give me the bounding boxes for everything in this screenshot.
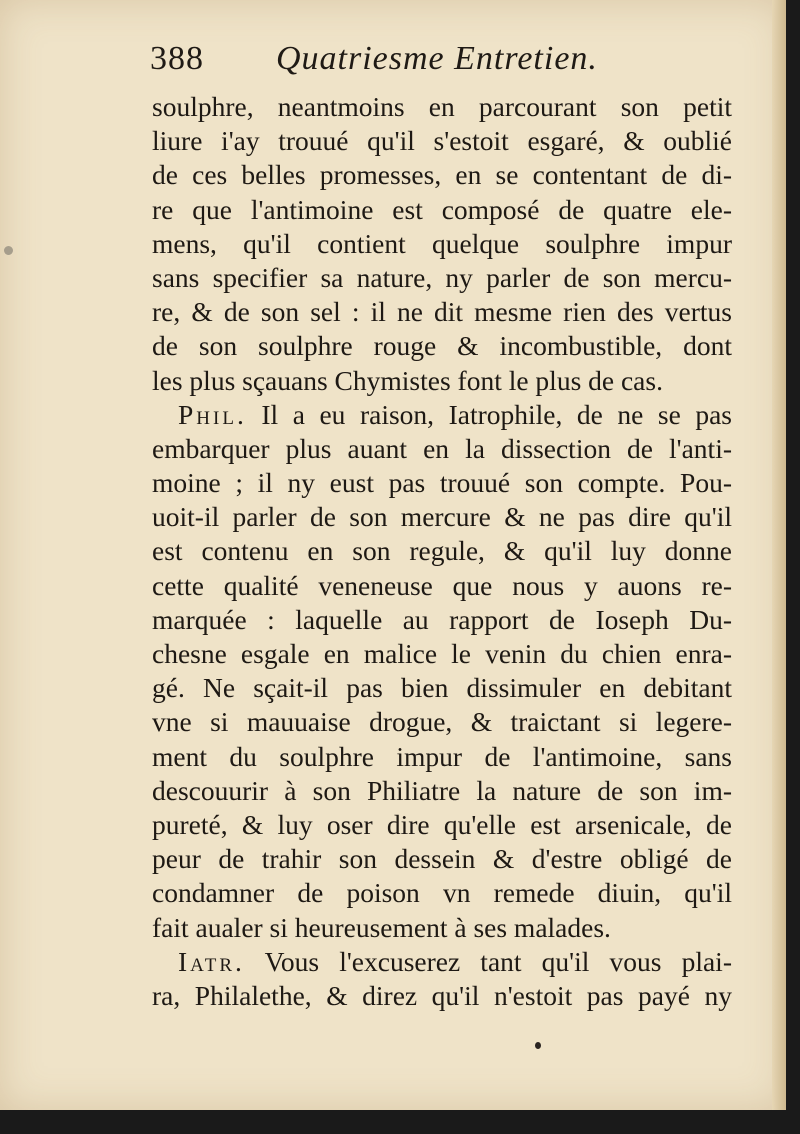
text-line: peur de trahir son dessein & d'estre obligé de bbox=[152, 843, 732, 875]
text-line: est contenu en son regule, & qu'il luy donne bbox=[152, 535, 732, 567]
speaker-line bbox=[152, 398, 732, 432]
speaker-phil: Phil. bbox=[178, 398, 247, 430]
page-number: 388 bbox=[150, 40, 204, 77]
text-line: cette qualité veneneuse que nous y auons re- bbox=[152, 569, 732, 601]
text-line: de ces belles promesses, en se contentant de di- bbox=[152, 159, 732, 191]
text-line: marquée : laquelle au rapport de Ioseph Du- bbox=[152, 603, 732, 635]
text-line: Il a eu raison, Iatrophile, de ne se pas bbox=[261, 398, 732, 430]
body-text bbox=[152, 90, 732, 1013]
text-line: liure i'ay trouué qu'il s'estoit esgaré, & oublié bbox=[152, 125, 732, 157]
text-line: pureté, & luy oser dire qu'elle est arsenicale, de bbox=[152, 808, 732, 840]
text-line: de son soulphre rouge & incombustible, dont bbox=[152, 330, 732, 362]
text-line: les plus sçauans Chymistes font le plus de cas. bbox=[152, 364, 663, 396]
ink-spot bbox=[4, 246, 13, 255]
text-line: embarquer plus auant en la dissection de l'anti- bbox=[152, 432, 732, 464]
text-line: ment du soulphre impur de l'antimoine, sans bbox=[152, 740, 732, 772]
text-line: vne si mauuaise drogue, & traictant si legere- bbox=[152, 706, 732, 738]
text-line: uoit-il parler de son mercure & ne pas dire qu'il bbox=[152, 501, 732, 533]
text-line: re que l'antimoine est composé de quatre ele- bbox=[152, 193, 732, 225]
catchword-mark bbox=[535, 1042, 541, 1049]
text-line: descouurir à son Philiatre la nature de son im- bbox=[152, 774, 732, 806]
page-header bbox=[150, 40, 726, 90]
text-line: ra, Philalethe, & direz qu'il n'estoit pas payé ny bbox=[152, 979, 732, 1011]
running-title: Quatriesme Entretien. bbox=[276, 40, 598, 77]
text-line: mens, qu'il contient quelque soulphre impur bbox=[152, 227, 732, 259]
speaker-line bbox=[152, 945, 732, 979]
speaker-iatr: Iatr. bbox=[178, 945, 245, 977]
text-line: chesne esgale en malice le venin du chien enra- bbox=[152, 638, 732, 669]
text-line: moine ; il ny eust pas trouué son compte. Pou- bbox=[152, 467, 732, 499]
text-line: fait aualer si heureusement à ses malades. bbox=[152, 911, 611, 943]
text-line: soulphre, neantmoins en parcourant son petit bbox=[152, 91, 732, 122]
text-line: re, & de son sel : il ne dit mesme rien des vertus bbox=[152, 296, 732, 328]
text-line: condamner de poison vn remede diuin, qu'il bbox=[152, 877, 732, 909]
text-line: sans specifier sa nature, ny parler de son mercu- bbox=[152, 261, 732, 293]
text-line: gé. Ne sçait-il pas bien dissimuler en debitant bbox=[152, 672, 732, 704]
text-line: Vous l'excuserez tant qu'il vous plai- bbox=[264, 945, 732, 977]
